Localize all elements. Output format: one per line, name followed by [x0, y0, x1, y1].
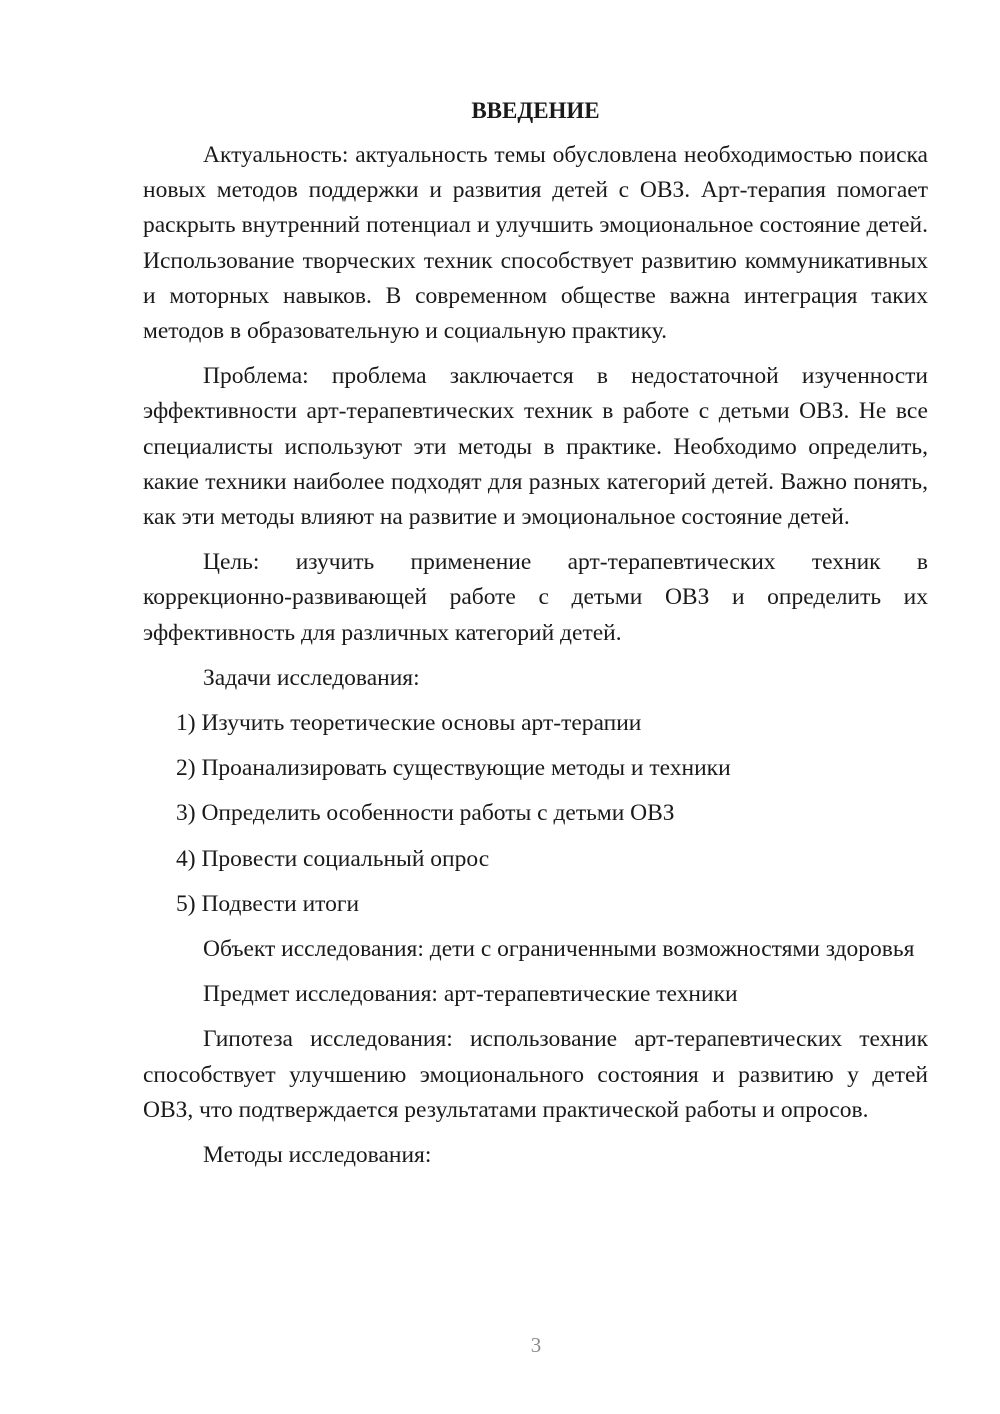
list-item: 4) Провести социальный опрос — [176, 845, 490, 872]
object-paragraph: Объект исследования: дети с ограниченными возможностями здоровья — [203, 936, 915, 963]
list-item: 3) Определить особенности работы с детьми ОВЗ — [176, 800, 675, 827]
page-content — [143, 93, 928, 1183]
tasks-title: Задачи исследования: — [203, 664, 420, 691]
relevance-paragraph: Актуальность: актуальность темы обусловлена необходимостью поиска новых методов поддержки и развития детей с ОВЗ. Арт-терапия помогает раскрыть внутренний потенциал и улучшить эмоциональное состояние детей. Использование творческих техник способствует развитию коммуникативных и моторных навыков. В современном обществе важна интеграция таких методов в образовательную и социальную практику. — [143, 142, 928, 345]
section-heading: ВВЕДЕНИЕ — [471, 98, 600, 123]
list-item: 5) Подвести итоги — [176, 890, 360, 917]
tasks-list — [143, 706, 928, 922]
page-number: 3 — [530, 1333, 542, 1357]
subject-paragraph: Предмет исследования: арт-терапевтические техники — [203, 981, 738, 1008]
list-item: 1) Изучить теоретические основы арт-терапии — [176, 710, 642, 737]
hypothesis-paragraph: Гипотеза исследования: использование арт-терапевтических техник способствует улучшению эмоционального состояния и развитию у детей ОВЗ, что подтверждается результатами практической работы и опросов. — [143, 1026, 928, 1123]
list-item: 2) Проанализировать существующие методы и техники — [176, 755, 731, 782]
methods-title: Методы исследования: — [203, 1142, 432, 1169]
problem-paragraph: Проблема: проблема заключается в недостаточной изученности эффективности арт-терапевтических техник в работе с детьми ОВЗ. Не все специалисты используют эти методы в практике. Необходимо определить, какие техники наиболее подходят для разных категорий детей. Важно понять, как эти методы влияют на развитие и эмоциональное состояние детей. — [143, 363, 928, 531]
goal-paragraph: Цель: изучить применение арт-терапевтических техник в коррекционно-развивающей работе с детьми ОВЗ и определить их эффективность для различных категорий детей. — [143, 549, 928, 646]
